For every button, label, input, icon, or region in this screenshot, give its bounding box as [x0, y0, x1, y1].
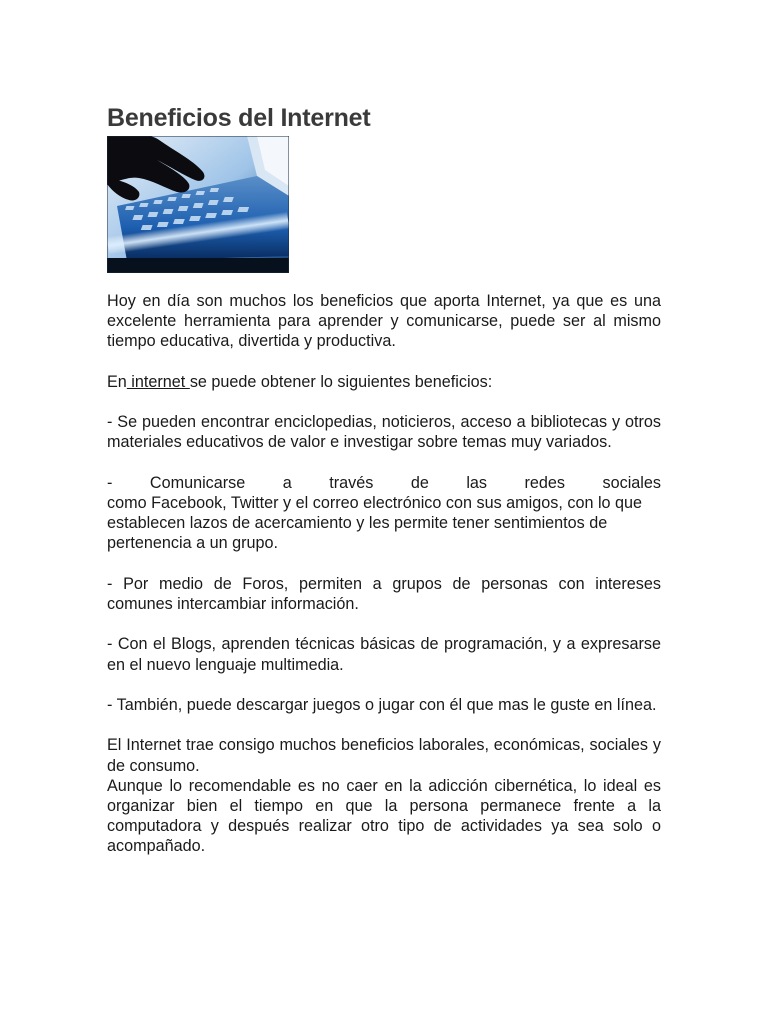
- lead-paragraph: [107, 372, 661, 392]
- document-body: [107, 291, 661, 857]
- closing-paragraph-1: El Internet trae consigo muchos beneficios laborales, económicas, sociales y de consumo.: [107, 736, 661, 775]
- document-title: Beneficios del Internet: [107, 104, 371, 132]
- closing-paragraph-2: Aunque lo recomendable es no caer en la adicción cibernética, lo ideal es organizar bien el tiempo en que la persona permanece frente a la computadora y después realizar otro tipo de actividades ya sea solo o acompañado.: [107, 776, 661, 856]
- intro-paragraph: Hoy en día son muchos los beneficios que aporta Internet, ya que es una excelente herramienta para aprender y comunicarse, puede ser al mismo tiempo educativa, divertida y productiva.: [107, 292, 661, 351]
- benefit-item-2-first-line: - Comunicarse a través de las redes sociales: [107, 473, 661, 492]
- benefit-item-2: [107, 473, 661, 554]
- benefit-item-5: - También, puede descargar juegos o jugar con él que mas le guste en línea.: [107, 695, 657, 714]
- benefit-item-4: - Con el Blogs, aprenden técnicas básicas de programación, y a expresarse en el nuevo lenguaje multimedia.: [107, 635, 661, 674]
- laptop-keyboard-photo: [107, 136, 289, 273]
- benefit-item-2-rest: como Facebook, Twitter y el correo electrónico con sus amigos, con lo que establecen lazos de acercamiento y les permite tener sentimientos de pertenencia a un grupo.: [107, 493, 643, 553]
- benefit-item-1: - Se pueden encontrar enciclopedias, noticieros, acceso a bibliotecas y otros materiales educativos de valor e investigar sobre temas muy variados.: [107, 413, 661, 452]
- lead-suffix: se puede obtener lo siguientes beneficios:: [189, 372, 493, 391]
- internet-link[interactable]: internet: [126, 372, 190, 391]
- lead-prefix: En: [107, 372, 127, 391]
- benefit-item-3: - Por medio de Foros, permiten a grupos de personas con intereses comunes intercambiar información.: [107, 574, 661, 613]
- document-page: [107, 100, 661, 877]
